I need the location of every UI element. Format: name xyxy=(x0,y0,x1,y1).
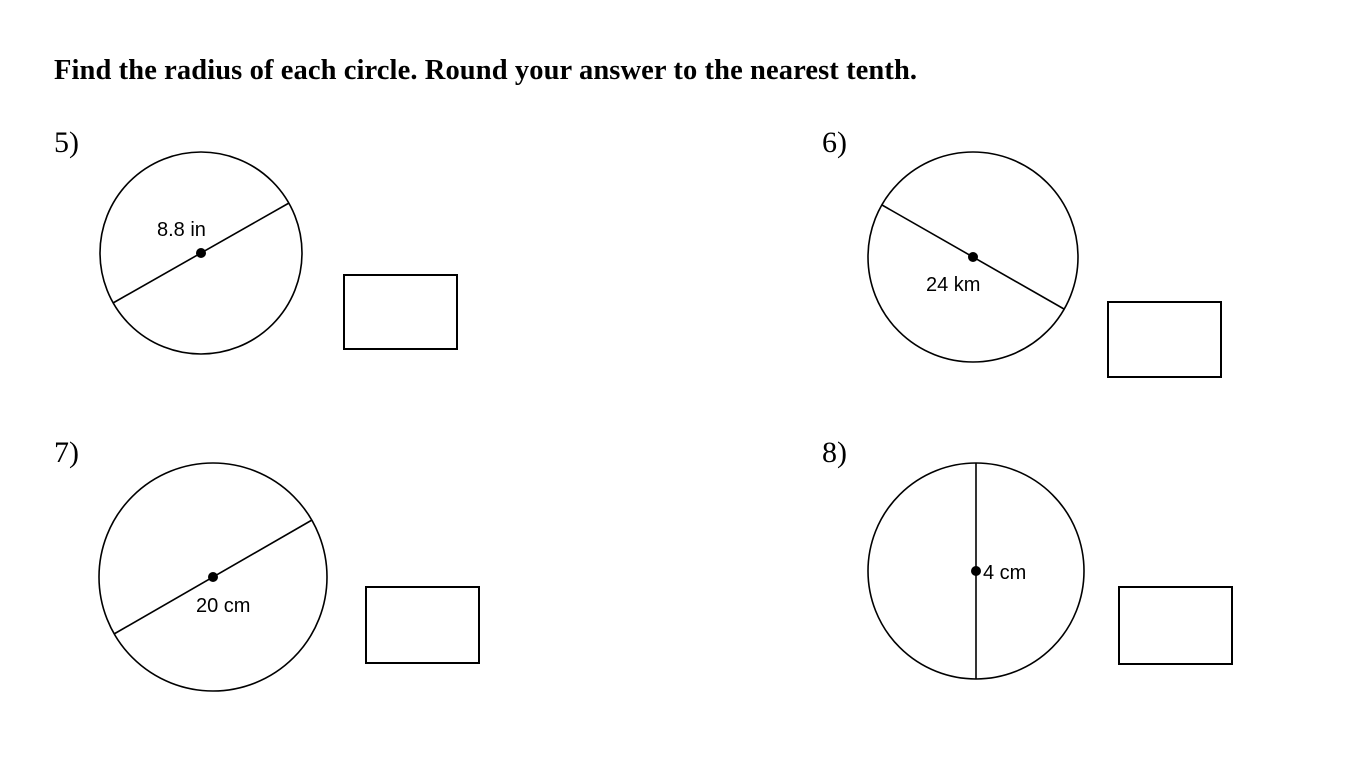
answer-box[interactable] xyxy=(365,586,480,664)
answer-box[interactable] xyxy=(1118,586,1233,665)
diameter-label: 8.8 in xyxy=(157,219,206,241)
problem-number: 7) xyxy=(54,436,79,469)
answer-box[interactable] xyxy=(343,274,458,350)
circle-figure xyxy=(90,142,312,364)
problem-number: 8) xyxy=(822,436,847,469)
center-point xyxy=(968,252,978,262)
problem-number: 5) xyxy=(54,126,79,159)
circle-figure xyxy=(88,452,338,702)
center-point xyxy=(208,572,218,582)
diameter-label: 24 km xyxy=(926,274,981,296)
answer-box[interactable] xyxy=(1107,301,1222,378)
diameter-label: 20 cm xyxy=(196,595,251,617)
center-point xyxy=(196,248,206,258)
circle-figure xyxy=(858,453,1094,689)
instructions-heading: Find the radius of each circle. Round your answer to the nearest tenth. xyxy=(54,55,918,86)
problem-number: 6) xyxy=(822,126,847,159)
diameter-label: 4 cm xyxy=(983,562,1027,584)
center-point xyxy=(971,566,981,576)
circle-figure xyxy=(858,142,1088,372)
